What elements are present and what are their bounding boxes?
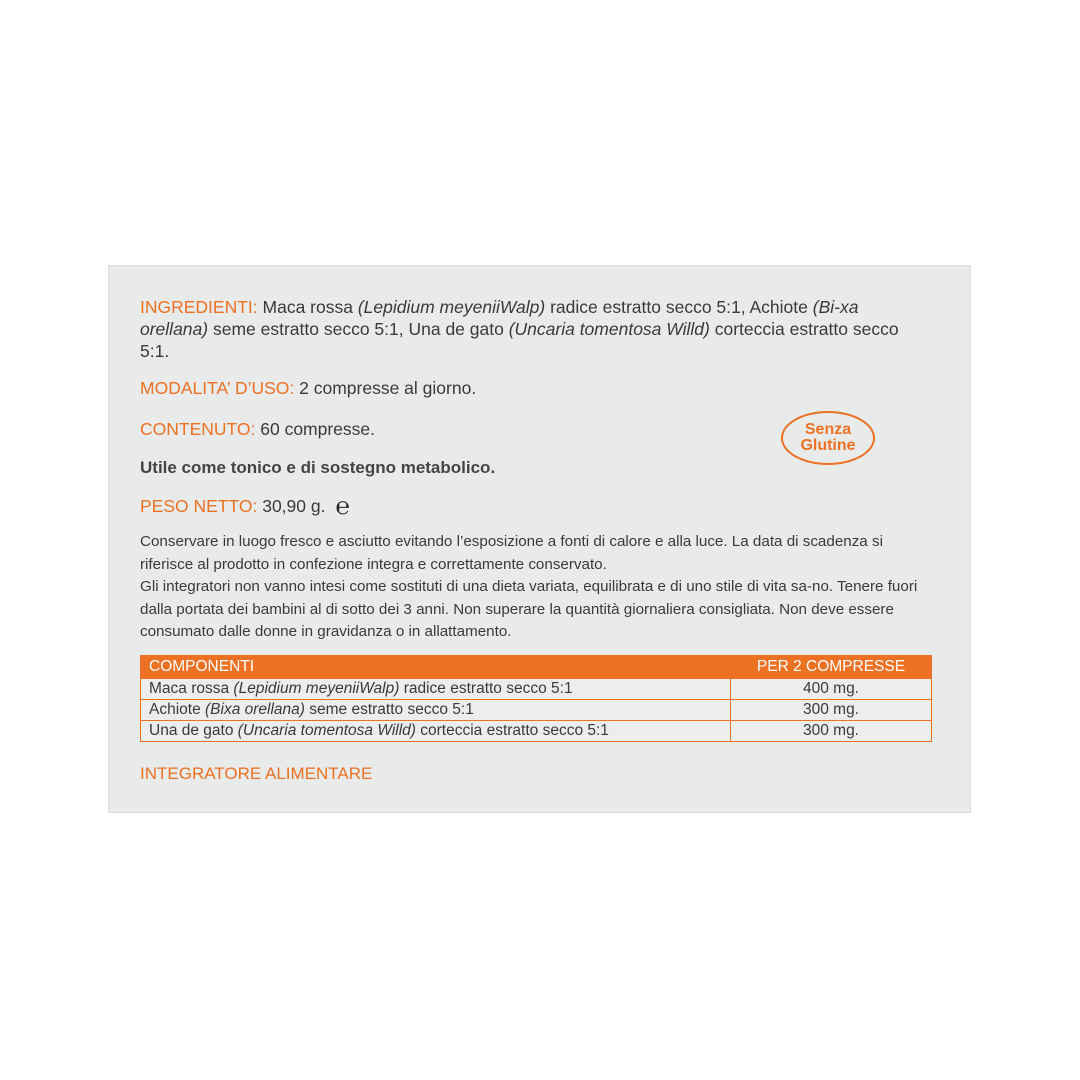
ingredients-latin: (Lepidium meyeniiWalp)	[357, 297, 546, 317]
storage-text: Conservare in luogo fresco e asciutto evitando l’esposizione a fonti di calore e alla luce. La data di scadenza si riferisce al prodotto in confezione integra e correttamente conservato.	[140, 533, 883, 573]
component-latin: (Lepidium meyeniiWalp)	[233, 680, 400, 697]
table-row	[141, 679, 932, 700]
ingredients-paragraph	[140, 296, 930, 362]
ingredients-label: INGREDIENTI:	[140, 297, 258, 317]
ingredients-latin: (Uncaria tomentosa Willd)	[508, 319, 710, 339]
net-weight-label: PESO NETTO:	[140, 496, 258, 516]
warnings-text: Gli integratori non vanno intesi come sostituti di una dieta variata, equilibrata e di uno stile di vita sa-no. Tenere fuori dalla portata dei bambini al di sotto dei 3 anni. Non superare la quantità giornaliera consigliata. Non deve essere consumato dalle donne in gravidanza o in allattamento.	[140, 578, 918, 640]
component-part: radice estratto secco 5:1	[399, 680, 573, 697]
component-cell	[141, 721, 731, 742]
quantity-cell: 300 mg.	[731, 700, 932, 721]
usage-value: 2 compresse al giorno.	[294, 378, 477, 398]
badge-line-2: Glutine	[800, 437, 856, 454]
table-row	[141, 721, 932, 742]
component-part: seme estratto secco 5:1	[304, 701, 474, 718]
net-weight-line	[140, 492, 350, 520]
content-label: CONTENUTO:	[140, 419, 256, 439]
usage-line	[140, 377, 476, 399]
table-header-row	[141, 656, 932, 679]
header-per-dose: PER 2 COMPRESSE	[731, 656, 932, 679]
header-components: COMPONENTI	[141, 656, 731, 679]
component-part: corteccia estratto secco 5:1	[415, 722, 609, 739]
component-name: Achiote	[149, 701, 206, 718]
component-name: Maca rossa	[149, 680, 234, 697]
ingredients-latin: (Bi-xa orellana)	[140, 297, 859, 339]
net-weight-value: 30,90 g.	[257, 496, 326, 516]
product-category: INTEGRATORE ALIMENTARE	[140, 764, 373, 783]
ingredients-text: radice estratto secco 5:1, Achiote	[545, 297, 813, 317]
quantity-cell: 300 mg.	[731, 721, 932, 742]
content-line	[140, 418, 375, 440]
quantity-cell: 400 mg.	[731, 679, 932, 700]
ingredients-text: seme estratto secco 5:1, Una de gato	[208, 319, 509, 339]
content-value: 60 compresse.	[255, 419, 376, 439]
warnings-block	[140, 531, 940, 644]
components-table	[140, 655, 932, 742]
product-claim: Utile come tonico e di sostegno metabolico.	[140, 458, 496, 477]
badge-line-1: Senza	[804, 421, 852, 438]
component-cell	[141, 700, 731, 721]
component-latin: (Bixa orellana)	[205, 701, 305, 718]
table-row	[141, 700, 932, 721]
ingredients-text: corteccia estratto secco 5:1.	[140, 319, 899, 361]
component-cell	[141, 679, 731, 700]
component-latin: (Uncaria tomentosa Willd)	[237, 722, 416, 739]
component-name: Una de gato	[149, 722, 238, 739]
ingredients-text: Maca rossa	[257, 297, 358, 317]
gluten-free-badge	[781, 411, 875, 465]
estimated-sign-icon: ℮	[335, 492, 350, 520]
usage-label: MODALITA’ D’USO:	[140, 378, 295, 398]
product-label-panel	[108, 265, 971, 813]
